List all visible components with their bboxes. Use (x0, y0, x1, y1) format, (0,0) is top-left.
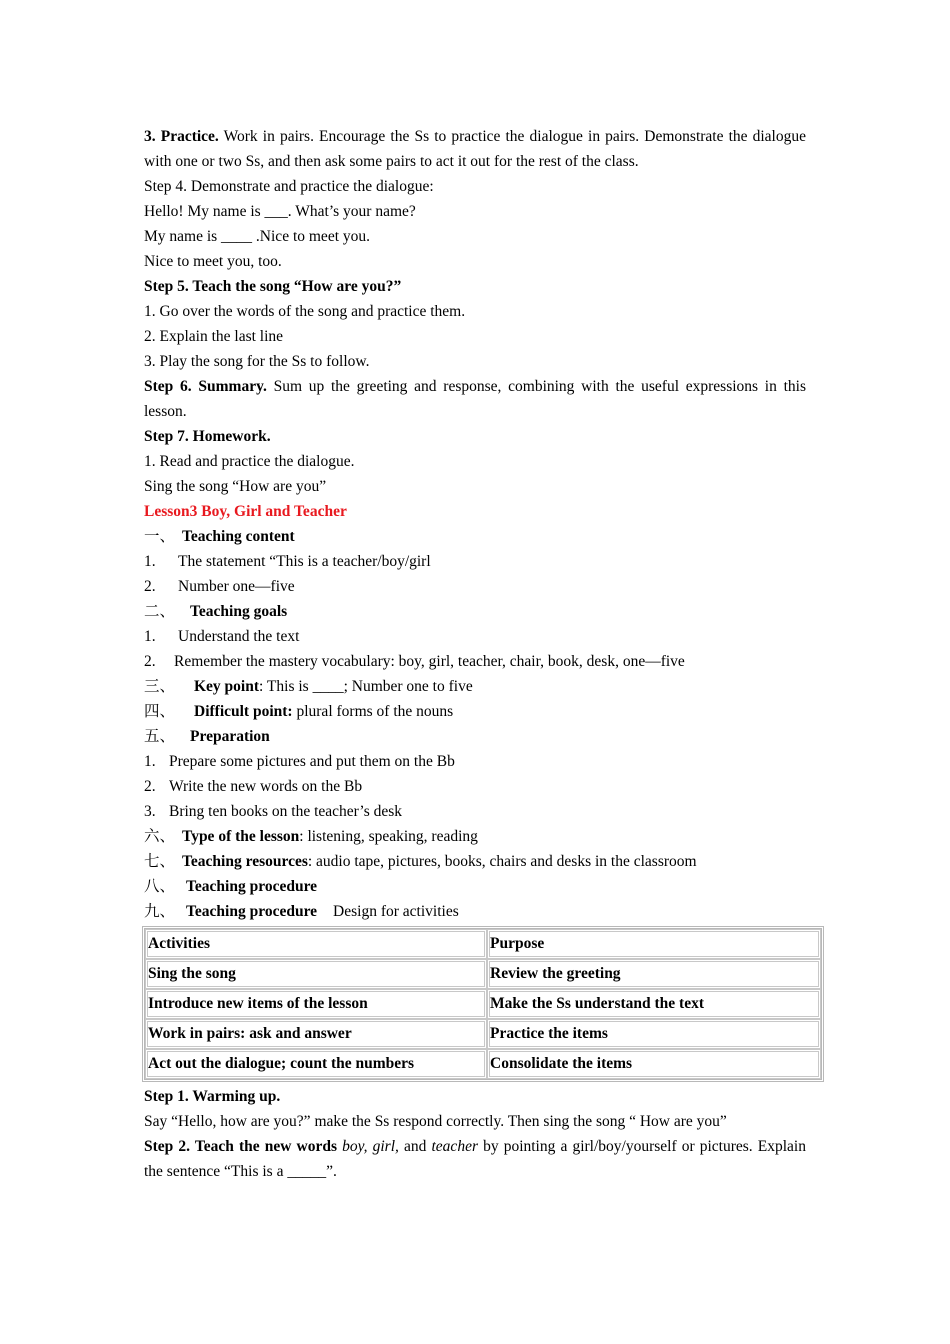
section-resources (144, 849, 806, 874)
section-label: Difficult point: (194, 703, 293, 720)
section-text: plural forms of the nouns (292, 703, 454, 720)
table-cell: Work in pairs: ask and answer (145, 1019, 487, 1049)
step2-label: Step 2. Teach the new words (144, 1138, 338, 1155)
table-row (145, 1049, 821, 1079)
section-label: Teaching content (182, 528, 295, 545)
dialogue-line: My name is ____ .Nice to meet you. (144, 228, 370, 245)
step6-paragraph (144, 374, 810, 424)
section-number: 五、 (144, 728, 176, 745)
table-row (145, 1019, 821, 1049)
activities-table (142, 926, 824, 1082)
item-text: Prepare some pictures and put them on the Bb (169, 753, 455, 770)
section-number: 六、 (144, 828, 176, 845)
section-text: : audio tape, pictures, books, chairs and desks in the classroom (307, 853, 697, 870)
table-row (145, 989, 821, 1019)
section-number: 四、 (144, 703, 176, 720)
table-cell: Practice the items (487, 1019, 821, 1049)
step2-word: boy, girl, (342, 1138, 399, 1155)
step2-and: and (398, 1138, 432, 1155)
practice-label: 3. Practice. (144, 128, 219, 145)
item-number: 1. (144, 628, 156, 645)
list-item (144, 549, 806, 574)
step2-word: teacher (431, 1138, 478, 1155)
practice-text: Work in pairs. Encourage the Ss to practice the dialogue in pairs. Demonstrate the dialogue with one or two Ss, and then ask some pairs to act it out for the rest of the class. (144, 128, 810, 170)
item-number: 3. (144, 803, 156, 820)
list-item (144, 774, 806, 799)
table-cell: Make the Ss understand the text (487, 989, 821, 1019)
table-cell: Consolidate the items (487, 1049, 821, 1079)
section-number: 二、 (144, 603, 176, 620)
section-text: : This is ____; Number one to five (259, 678, 473, 695)
list-item (144, 649, 806, 674)
step2-paragraph (144, 1134, 810, 1184)
item-number: 2. (144, 778, 156, 795)
item-text: The statement “This is a teacher/boy/girl (178, 553, 431, 570)
item-number: 1. (144, 553, 156, 570)
dialogue-line: Nice to meet you, too. (144, 253, 282, 270)
section-number: 七、 (144, 853, 176, 870)
step7-item: 1. Read and practice the dialogue. (144, 453, 355, 470)
section-lesson-type (144, 824, 806, 849)
item-text: Write the new words on the Bb (169, 778, 363, 795)
table-row (145, 959, 821, 989)
section-label: Teaching resources (182, 853, 308, 870)
item-text: Number one—five (178, 578, 295, 595)
section-text: : listening, speaking, reading (299, 828, 478, 845)
list-item (144, 749, 806, 774)
step7-heading: Step 7. Homework. (144, 428, 271, 445)
step5-item: 3. Play the song for the Ss to follow. (144, 353, 370, 370)
table-cell: Introduce new items of the lesson (145, 989, 487, 1019)
section-label: Teaching procedure (186, 903, 318, 920)
section-procedure (144, 874, 806, 899)
section-number: 八、 (144, 878, 176, 895)
document-page (144, 124, 810, 1184)
table-header-row (145, 929, 821, 959)
lesson-title: Lesson3 Boy, Girl and Teacher (144, 503, 347, 520)
list-item (144, 574, 806, 599)
section-label: Key point (194, 678, 260, 695)
table-cell: Activities (145, 929, 487, 959)
list-item (144, 624, 806, 649)
section-teaching-goals (144, 599, 806, 624)
item-text: Understand the text (178, 628, 300, 645)
section-number: 一、 (144, 528, 176, 545)
step5-item: 2. Explain the last line (144, 328, 284, 345)
list-item (144, 799, 806, 824)
section-label: Teaching goals (190, 603, 288, 620)
step5-heading: Step 5. Teach the song “How are you?” (144, 278, 402, 295)
table-cell: Review the greeting (487, 959, 821, 989)
section-label: Type of the lesson (182, 828, 300, 845)
section-label: Teaching procedure (186, 878, 318, 895)
step4-line: Step 4. Demonstrate and practice the dialogue: (144, 178, 434, 195)
item-number: 2. (144, 578, 156, 595)
section-number: 九、 (144, 903, 176, 920)
practice-paragraph (144, 124, 810, 174)
item-number: 1. (144, 753, 156, 770)
section-label: Preparation (190, 728, 270, 745)
table-cell: Act out the dialogue; count the numbers (145, 1049, 487, 1079)
section-teaching-content (144, 524, 806, 549)
step2-text: by pointing a girl/boy/yourself or pictures. Explain the sentence “This is a _____”. (144, 1138, 810, 1180)
section-preparation (144, 724, 806, 749)
step1-heading: Step 1. Warming up. (144, 1088, 281, 1105)
section-number: 三、 (144, 678, 176, 695)
step6-text: Sum up the greeting and response, combining with the useful expressions in this lesson. (144, 378, 810, 420)
item-number: 2. (144, 653, 156, 670)
dialogue-line: Hello! My name is ___. What’s your name? (144, 203, 416, 220)
section-text: Design for activities (333, 903, 459, 920)
section-key-point (144, 674, 806, 699)
section-procedure-design (144, 899, 806, 924)
item-text: Bring ten books on the teacher’s desk (169, 803, 403, 820)
table-cell: Purpose (487, 929, 821, 959)
table-cell: Sing the song (145, 959, 487, 989)
step7-item: Sing the song “How are you” (144, 478, 327, 495)
step5-item: 1. Go over the words of the song and practice them. (144, 303, 466, 320)
step6-label: Step 6. Summary. (144, 378, 267, 395)
section-difficult-point (144, 699, 806, 724)
item-text: Remember the mastery vocabulary: boy, girl, teacher, chair, book, desk, one—five (174, 653, 685, 670)
step1-text: Say “Hello, how are you?” make the Ss respond correctly. Then sing the song “ How are you” (144, 1113, 727, 1130)
